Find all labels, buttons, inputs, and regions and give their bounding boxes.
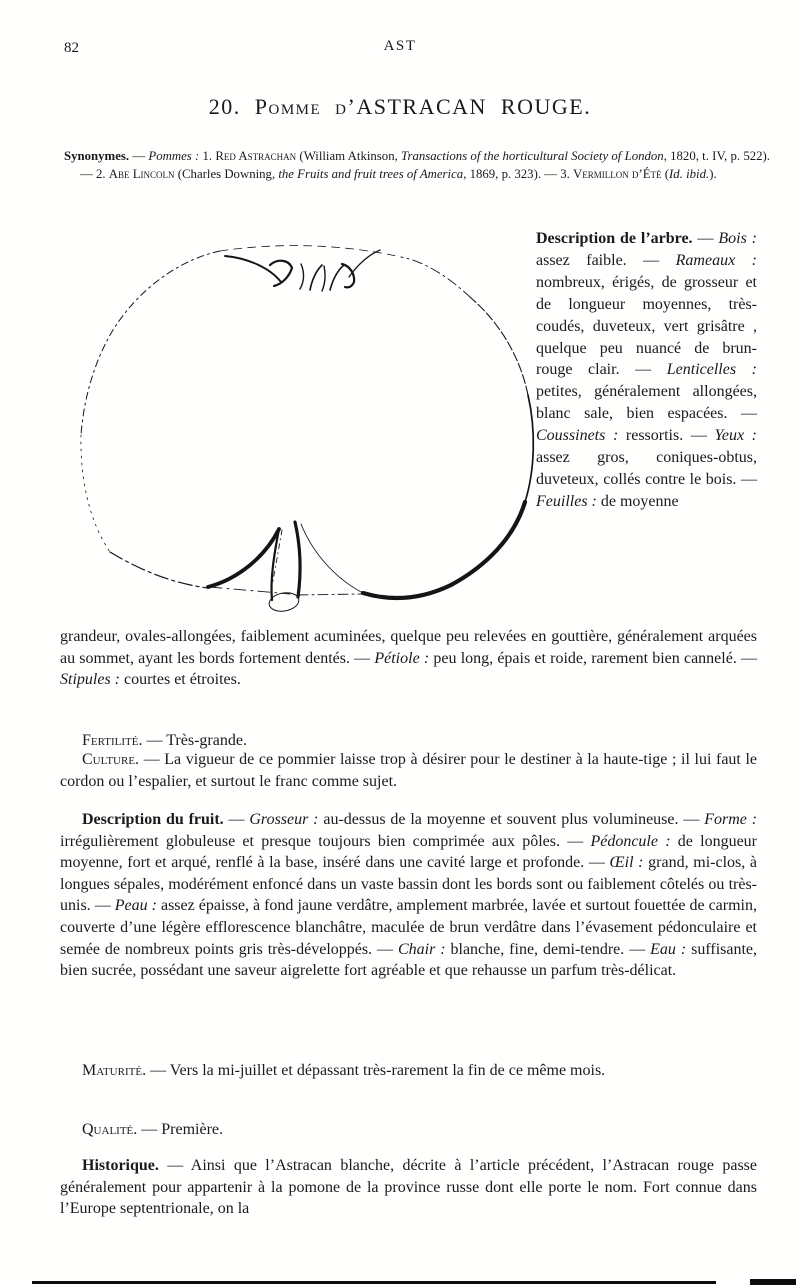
bottom-scan-rule-right bbox=[750, 1279, 796, 1285]
fertility-line: Fertilité. — Très-grande. bbox=[82, 732, 247, 749]
quality-line: Qualité. — Première. bbox=[82, 1121, 224, 1138]
synonymes-paragraph: Synonymes. — Pommes : 1. Red Astrachan (William Atkinson, Transactions of the horticultural Society of London, 1820, t. IV, p. 522). — 2. Abe Lincoln (Charles Downing, the Fruits and fruit trees of America, 1869, p. 323). — 3. Vermillon d’Été (Id. ibid.). bbox=[64, 149, 770, 181]
culture-paragraph: Culture. — La vigueur de ce pommier laisse trop à désirer pour le destiner à la haute-tige ; il lui faut le cordon ou l’espalier, et surtout le franc comme sujet. bbox=[60, 751, 757, 790]
bottom-scan-rule bbox=[32, 1281, 716, 1284]
tree-description-continuation: grandeur, ovales-allongées, faiblement acuminées, quelque peu relevées en gouttière, généralement arquées au sommet, ayant les bords fortement dentés. — Pétiole : peu long, épais et roide, rarement bien cannelé. — Stipules : courtes et étroites. bbox=[60, 628, 758, 689]
tree-description-column: Description de l’arbre. — Bois : assez faible. — Rameaux : nombreux, érigés, de grosseur et de longueur moyennes, très-coudés, duveteux, vert grisâtre , quelque peu nuancé de brun-rouge clair. — Lenticelles : petites, généralement allongées, blanc sale, bien espacées. — Coussinets : ressortis. — Yeux : assez gros, coniques-obtus, duveteux, collés contre le bois. — Feuilles : de moyenne bbox=[536, 230, 758, 510]
article-title: 20. Pomme d’ASTRACAN ROUGE. bbox=[208, 94, 592, 119]
fruit-description-paragraph: Description du fruit. — Grosseur : au-dessus de la moyenne et souvent plus volumineuse. — Forme : irrégulièrement globuleuse et presque toujours bien comprimée aux pôles. — Pédoncule : de longueur moyenne, fort et arqué, renflé à la base, inséré dans une cavité large et profonde. — Œil : grand, mi-clos, à longues sépales, modérément enfoncé dans un vaste bassin dont les bords sont ou faiblement côtelés ou très-unis. — Peau : assez épaisse, à fond jaune verdâtre, amplement marbrée, lavée et surtout fouettée de carmin, couverte d’une légère efflorescence blanchâtre, maculée de brun verdâtre dans l’évasement pédonculaire et semée de nombreux points gris très-développés. — Chair : blanche, fine, demi-tendre. — Eau : suffisante, bien sucrée, possédant une saveur aigrelette fort agréable et que rehausse un parfum très-délicat. bbox=[60, 811, 758, 980]
history-paragraph: Historique. — Ainsi que l’Astracan blanche, décrite à l’article précédent, l’Astracan rouge passe généralement pour appartenir à la pomone de la province russe dont elle porte le nom. Fort connue dans l’Europe septentrionale, on la bbox=[60, 1157, 757, 1218]
maturity-paragraph: Maturité. — Vers la mi-juillet et dépassant très-rarement la fin de ce même mois. bbox=[82, 1062, 606, 1079]
page-number: 82 bbox=[64, 40, 79, 56]
running-head: AST bbox=[383, 38, 417, 54]
apple-line-drawing bbox=[58, 230, 536, 630]
